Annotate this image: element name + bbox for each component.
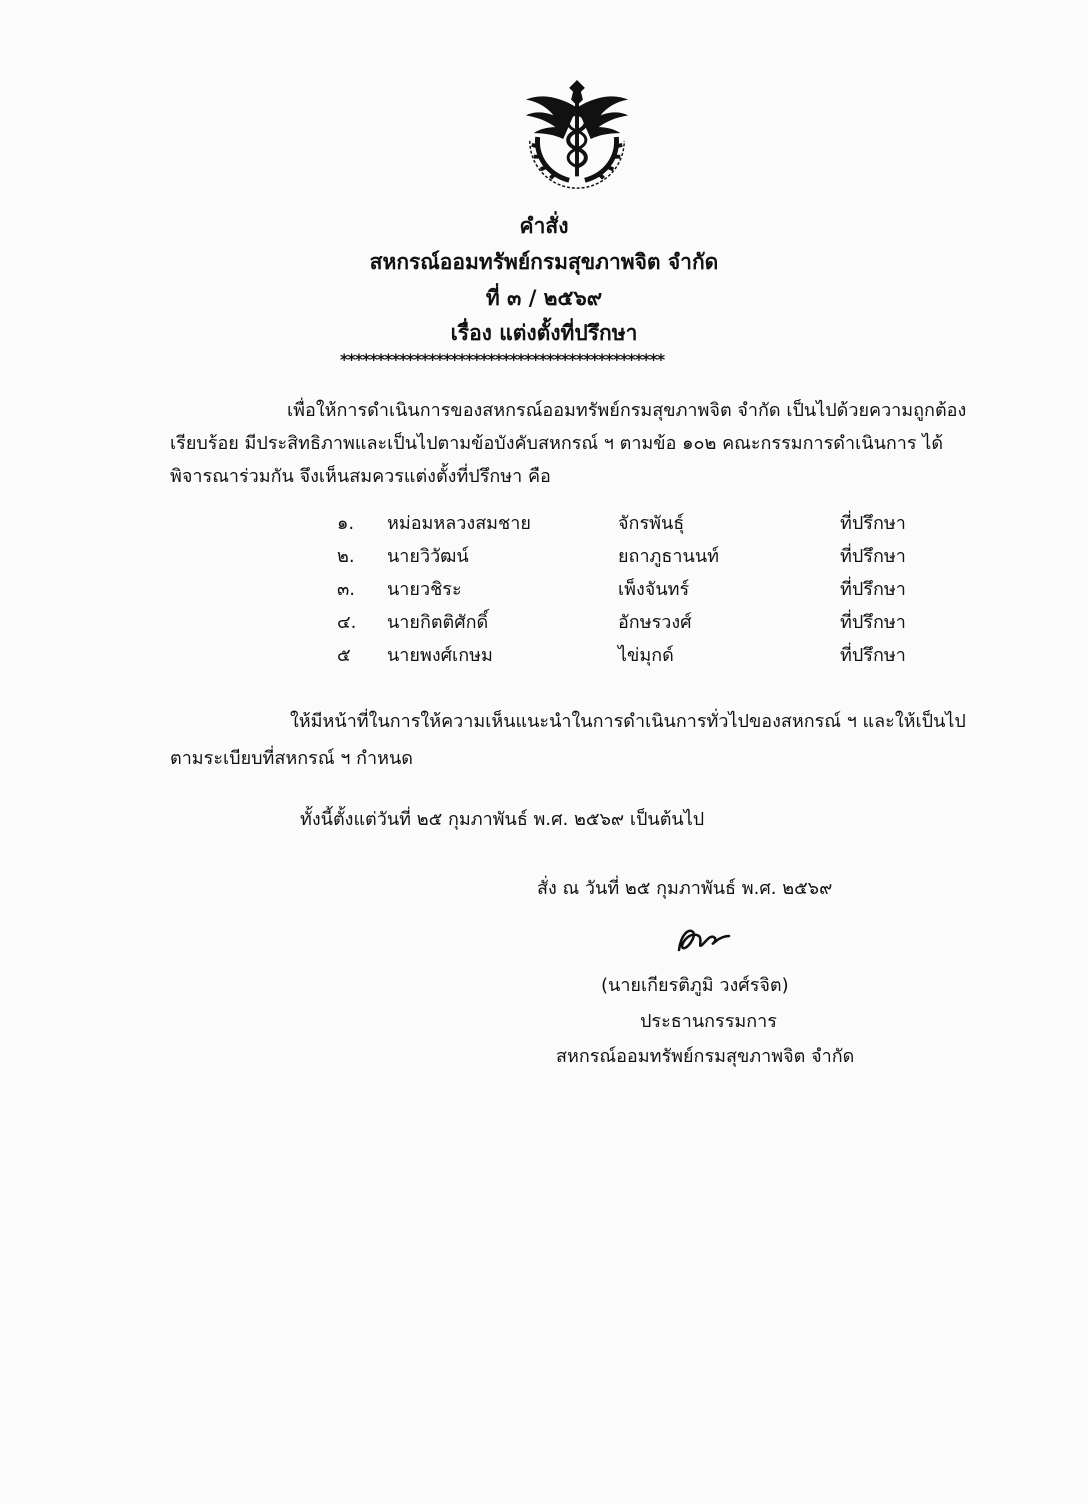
effective-date: ทั้งนี้ตั้งแต่วันที่ ๒๕ กุมภาพันธ์ พ.ศ. ๒๕๖๙ เป็นต้นไป: [300, 809, 705, 830]
signatory-organization: สหกรณ์ออมทรัพย์กรมสุขภาพจิต จำกัด: [556, 1046, 855, 1067]
order-title: คำสั่ง: [519, 214, 569, 238]
advisor-role: ที่ปรึกษา: [840, 546, 906, 567]
advisor-number: ๒.: [337, 546, 355, 567]
advisor-last-name: จักรพันธุ์: [618, 513, 685, 534]
advisor-last-name: ยถาภูธานนท์: [618, 546, 719, 567]
advisor-row: [0, 640, 1088, 672]
document-subject: เรื่อง แต่งตั้งที่ปรึกษา: [450, 321, 638, 345]
intro-paragraph-line-3: พิจารณาร่วมกัน จึงเห็นสมควรแต่งตั้งที่ปรึกษา คือ: [170, 466, 551, 487]
advisor-role: ที่ปรึกษา: [840, 645, 906, 666]
advisor-first-name: นายพงศ์เกษม: [387, 645, 493, 666]
signatory-name: (นายเกียรติภูมิ วงศ์รจิต): [601, 975, 789, 996]
advisor-number: ๓.: [337, 579, 356, 600]
organization-name: สหกรณ์ออมทรัพย์กรมสุขภาพจิต จำกัด: [369, 250, 719, 274]
advisor-row: [0, 541, 1088, 573]
advisor-role: ที่ปรึกษา: [840, 612, 906, 633]
advisor-role: ที่ปรึกษา: [840, 579, 906, 600]
advisor-number: ๔.: [337, 612, 357, 633]
duty-paragraph-line-2: ตามระเบียบที่สหกรณ์ ฯ กำหนด: [170, 748, 413, 769]
separator-line: ********************************************: [340, 350, 665, 369]
intro-paragraph-line-2: เรียบร้อย มีประสิทธิภาพและเป็นไปตามข้อบังคับสหกรณ์ ฯ ตามข้อ ๑๐๒ คณะกรรมการดำเนินการ ได้: [170, 433, 944, 454]
cooperative-seal-logo: [518, 78, 636, 196]
duty-paragraph-line-1: ให้มีหน้าที่ในการให้ความเห็นแนะนำในการดำเนินการทั่วไปของสหกรณ์ ฯ และให้เป็นไป: [290, 711, 966, 732]
advisor-number: ๑.: [337, 513, 355, 534]
intro-paragraph-line-1: เพื่อให้การดำเนินการของสหกรณ์ออมทรัพย์กรมสุขภาพจิต จำกัด เป็นไปด้วยความถูกต้อง: [287, 400, 967, 421]
issued-date: สั่ง ณ วันที่ ๒๕ กุมภาพันธ์ พ.ศ. ๒๕๖๙: [537, 878, 833, 899]
signatory-position: ประธานกรรมการ: [640, 1011, 777, 1032]
advisor-role: ที่ปรึกษา: [840, 513, 906, 534]
advisor-last-name: เพ็งจันทร์: [618, 579, 690, 600]
advisor-first-name: นายกิตติศักดิ์: [387, 612, 489, 633]
advisor-row: [0, 508, 1088, 540]
document-number: ที่ ๓ / ๒๕๖๙: [485, 286, 603, 310]
advisor-row: [0, 607, 1088, 639]
advisor-last-name: อักษรวงศ์: [618, 612, 692, 633]
advisor-last-name: ไข่มุกด์: [618, 645, 674, 666]
advisor-first-name: นายวชิระ: [387, 579, 462, 600]
advisor-first-name: นายวิวัฒน์: [387, 546, 469, 567]
advisor-number: ๕: [337, 645, 351, 666]
advisor-first-name: หม่อมหลวงสมชาย: [387, 513, 531, 534]
handwritten-signature: [673, 920, 733, 960]
advisor-row: [0, 574, 1088, 606]
